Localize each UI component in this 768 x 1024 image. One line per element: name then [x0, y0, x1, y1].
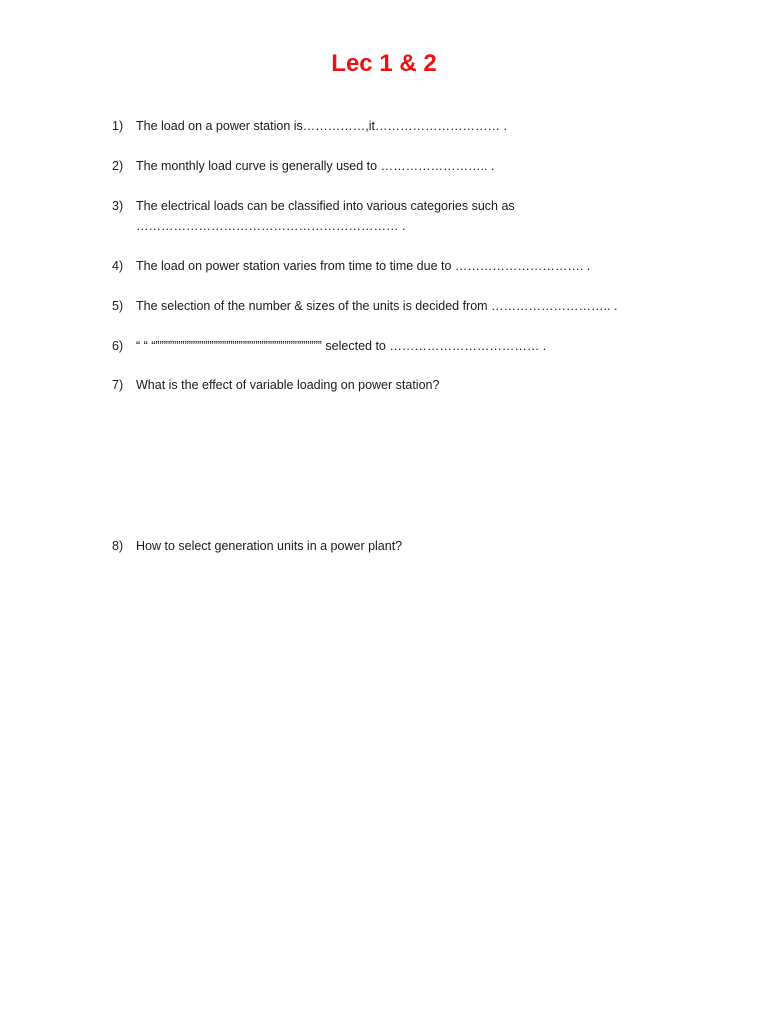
question-number: 8): [112, 539, 124, 553]
page-title: Lec 1 & 2: [331, 50, 437, 77]
question-number: 1): [112, 119, 124, 133]
question-text: The load on a power station is……………,it………………………… .: [136, 119, 507, 133]
question-number: 4): [112, 259, 124, 273]
question-number: 5): [112, 299, 124, 313]
question-text: The monthly load curve is generally used to …………………….. .: [136, 159, 495, 173]
question-text: What is the effect of variable loading on power station?: [136, 378, 440, 392]
question-text: The electrical loads can be classified into various categories such as: [136, 199, 515, 213]
question-text: How to select generation units in a power plant?: [136, 539, 403, 553]
question-number: 7): [112, 378, 124, 392]
question-text: The selection of the number & sizes of the units is decided from ……………………….. .: [136, 299, 618, 313]
question-number: 2): [112, 159, 124, 173]
question-text: The load on power station varies from time to time due to …………………………. .: [136, 259, 591, 273]
question-text: “ “ “”””””””””””””””””””””””””””””””””””””””” selected to ……………………………… .: [136, 339, 547, 353]
question-number: 6): [112, 339, 124, 353]
question-text-continued: ……………………………………………………… .: [136, 219, 406, 233]
question-number: 3): [112, 199, 124, 213]
